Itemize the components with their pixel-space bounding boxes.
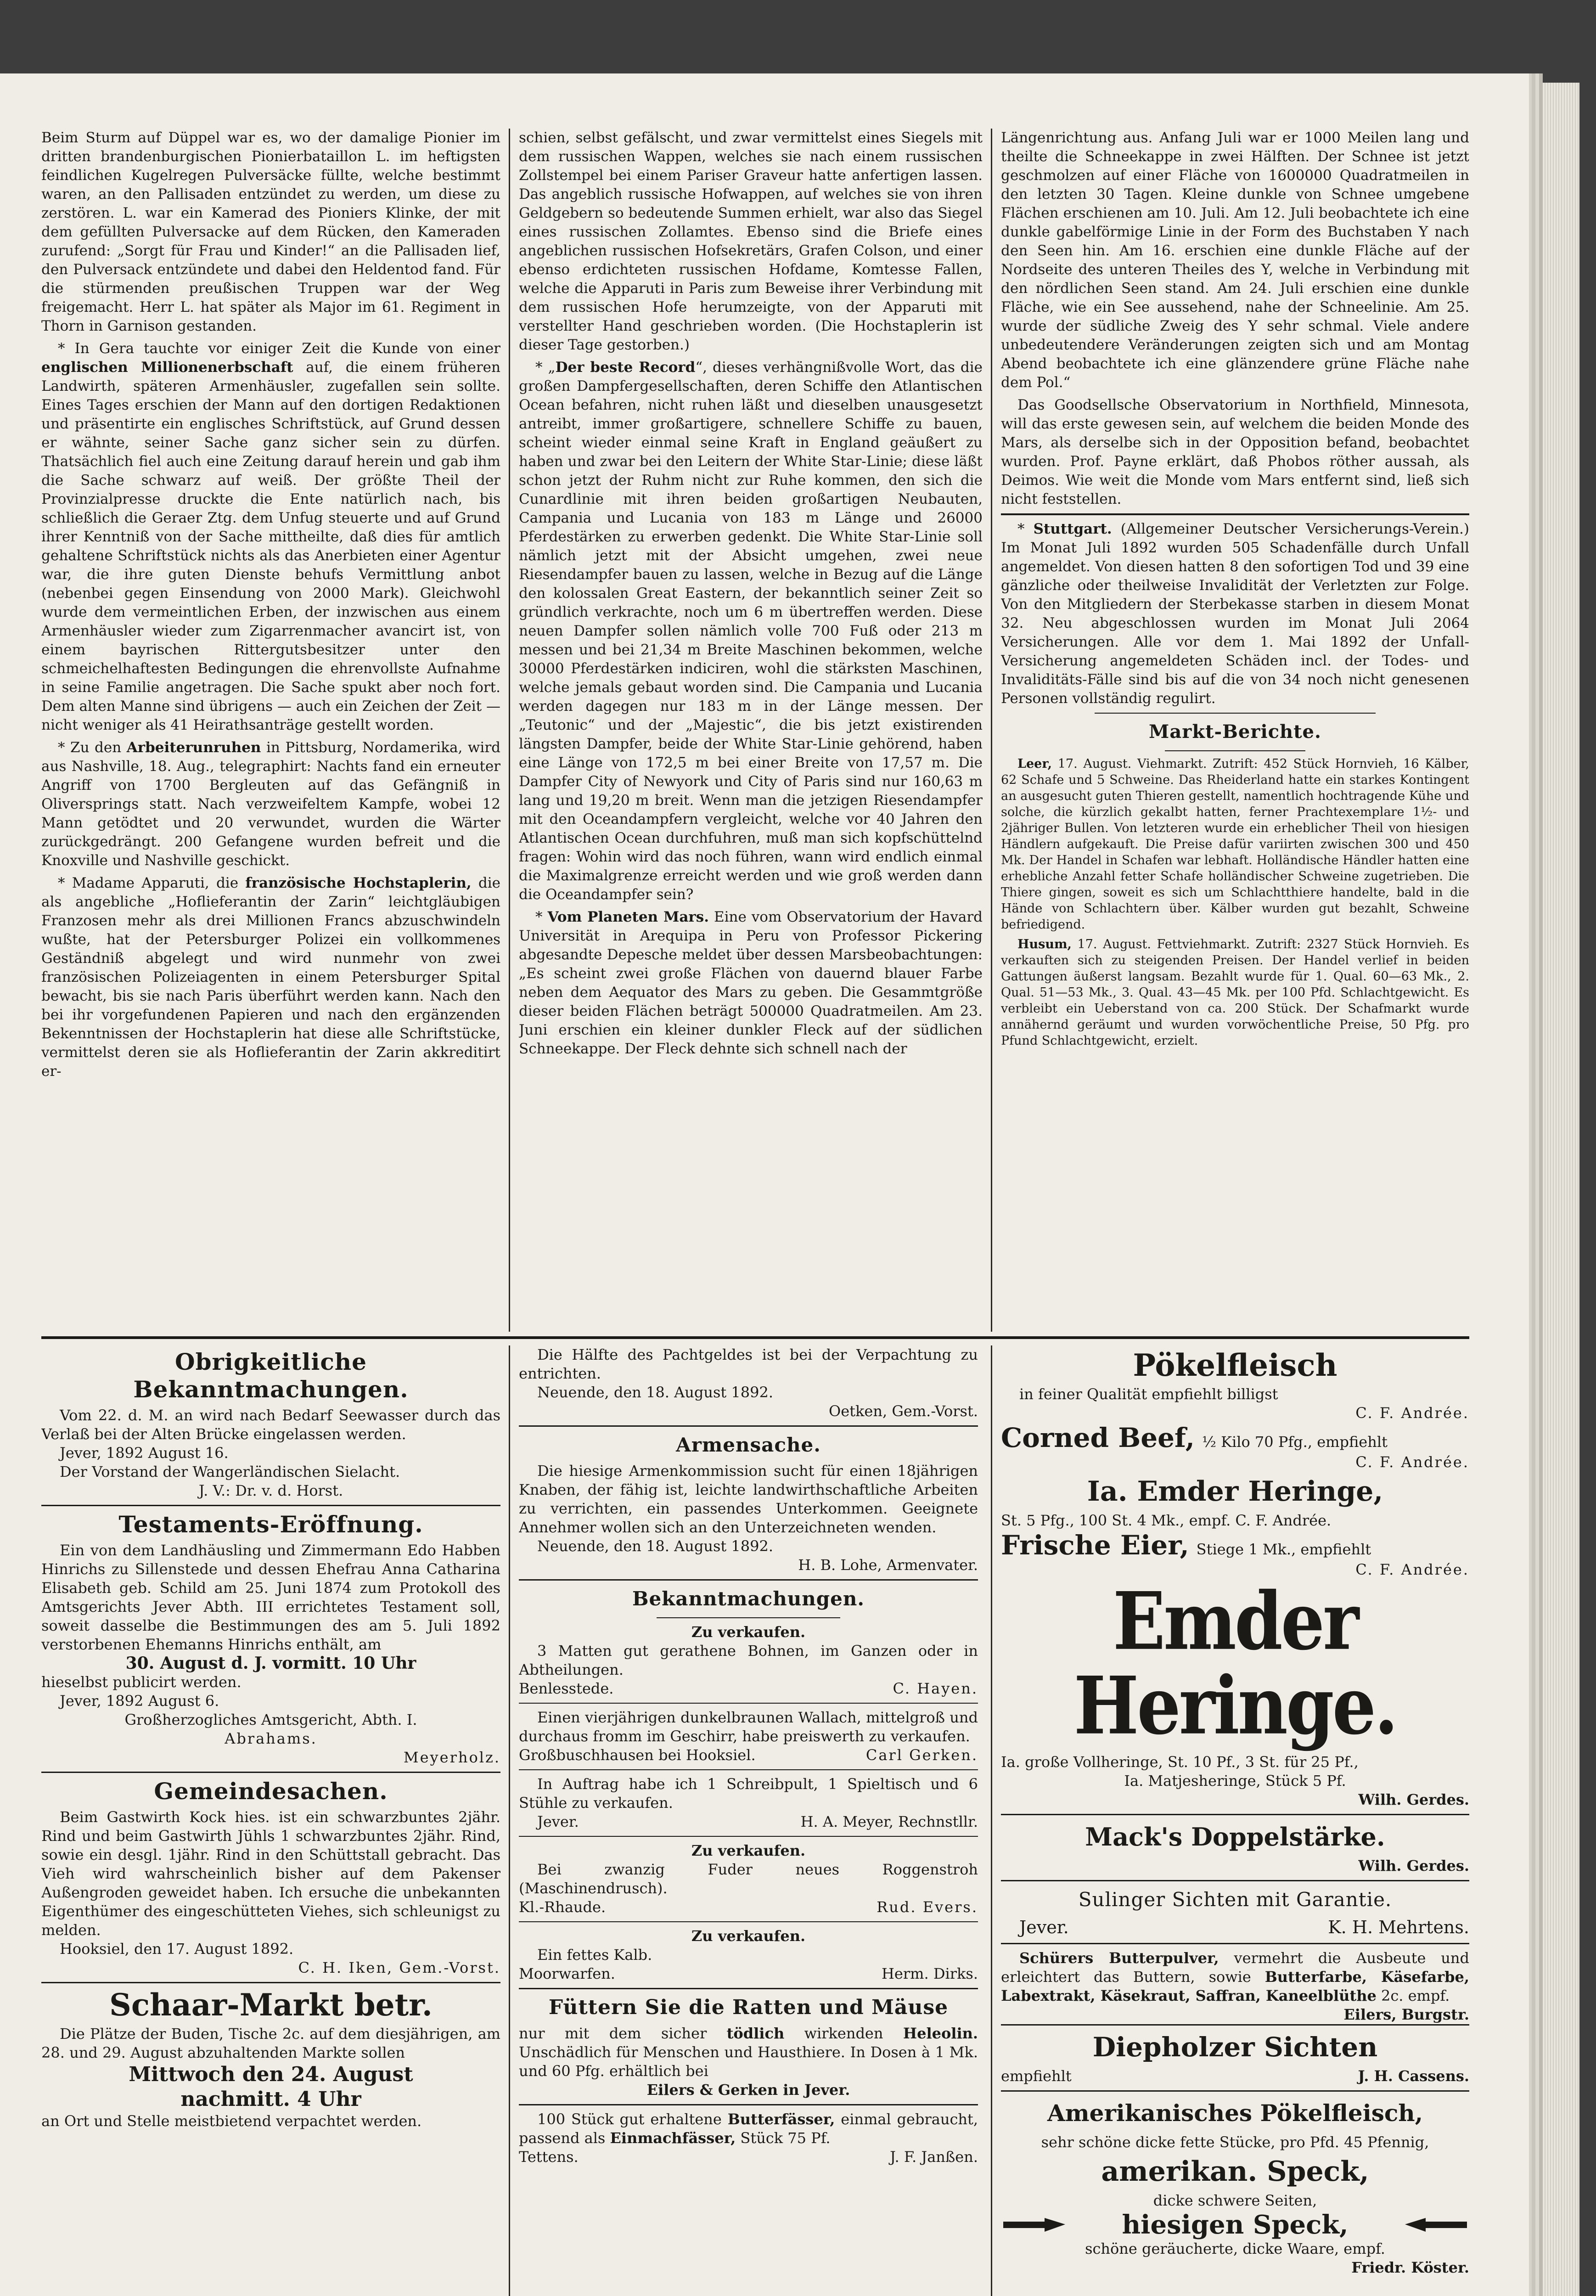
section-divider bbox=[41, 1336, 1469, 1339]
section-rule bbox=[519, 1988, 978, 1989]
section-rule bbox=[519, 1425, 978, 1427]
pointing-hand-icon bbox=[1001, 2213, 1070, 2236]
article-gera-title: englischen Millionenerbschaft bbox=[41, 359, 293, 376]
frische-eier-heading: Frische Eier, bbox=[1001, 1530, 1189, 1561]
article-apparuti-title: französische Hochstaplerin, bbox=[245, 875, 472, 891]
section-rule bbox=[519, 1579, 978, 1581]
newspaper-page bbox=[0, 73, 1529, 2296]
article-apparuti: * Madame Apparuti, die französische Hochstaplerin, die als angebliche „Hoflieferantin der Zarin“ leichtgläubigen Franzosen mehr als drei Millionen Francs abzuschwindeln wußte, hat der Petersburger Polizei ein vollkommenes Geständniß abgelegt und wird nunmehr von zwei französischen Polizeiagenten in einem Petersburger Spital bewacht, bis sie nach Paris überführt werden kann. Nach den bei ihr vorgefundenen Papieren und nach den ergänzenden Bekenntnissen der Hochstaplerin hat diese alle Schriftstücke, vermittelst deren sie als Hoflieferantin der Zarin akkreditirt er- bbox=[41, 875, 500, 1080]
section-rule bbox=[519, 1836, 978, 1837]
section-rule bbox=[1095, 713, 1376, 714]
testament-heading: Testaments-Eröffnung. bbox=[118, 1511, 423, 1538]
community-matters-heading: Gemeindesachen. bbox=[154, 1778, 388, 1805]
news-column-2 bbox=[519, 129, 983, 1332]
article-pittsburg-title: Arbeiterunruhen bbox=[126, 739, 261, 756]
news-section bbox=[41, 129, 1469, 1332]
article-mars-title: Vom Planeten Mars. bbox=[547, 909, 709, 925]
ads-column-2: Die Hälfte des Pachtgeldes ist bei der Verpachtung zu entrichten. Neuende, den 18. August 1892. Oetken, Gem.-Vorst. Armensache. Die hiesige Armenkommission sucht für einen 18jährigen Knaben, der fähig ist, leichte landwirthschaftliche Arbeiten zu verrichten, ein passendes Unterkommen. Geeignete Annehmer wollen sich an den Unterzeichneten wenden. Neuende, den 18. August 1892. H. B. Lohe, Armenvater. Bekanntmachungen. Zu verkaufen. 3 Matten gut gerathene Bohnen, im Ganzen oder in Abtheilungen. Benlesstede. C. Hayen. Einen vierjährigen dunkelbraunen Wallach, mittelgroß und durchaus fromm im Geschirr, habe preiswerth zu verkaufen. Großbuschhausen bei Hooksiel. Carl Gerken. In Auftrag habe ich 1 Schreibpult, 1 Spieltisch und 6 Stühle zu verkaufen. Jever. H. A. Meyer, Rechnstllr. Zu verkaufen. Bei zwanzig Fuder neues Roggenstroh (Maschinendrusch). Kl.-Rhaude. Rud. Evers. Zu verkaufen. Ein fettes Kalb. Moorwarfen. Herm. Dirks. Füttern Sie die Ratten und Mäuse nur mit dem sicher tödlich wirkenden Heleolin. Unschädlich für Menschen und Hausthiere. In Dosen à 1 Mk. und 60 Pfg. erhältlich bei Eilers & Gerken in Jever. 100 Stück gut erhaltene Butterfässer, einmal gebraucht, passend als Einmachfässer, Stück 75 Pf. Tettens. J. F. Janßen. bbox=[519, 1346, 978, 2166]
poor-relief-heading: Armensache. bbox=[676, 1434, 821, 1456]
ads-column-3: Pökelfleisch in feiner Qualität empfiehlt billigst C. F. Andrée. Corned Beef, ½ Kilo 70 Pfg., empfiehlt C. F. Andrée. Ia. Emder Heringe, St. 5 Pfg., 100 St. 4 Mk., empf. C. F. Andrée. Frische Eier, Stiege 1 Mk., empfiehlt C. F. Andrée. Emder Heringe. Ia. große Vollheringe, St. 10 Pf., 3 St. für 25 Pf., Ia. Matjesheringe, Stück 5 Pf. Wilh. Gerdes. Mack's Doppelstärke. Wilh. Gerdes. Sulinger Sichten mit Garantie. Jever. K. H. Mehrtens. Schürers Butterpulver, vermehrt die Ausbeute und erleichtert das Buttern, sowie Butterfarbe, Käsefarbe, Labextrakt, Käsekraut, Saffran, Kaneelblüthe 2c. empf. Eilers, Burgstr. Diepholzer Sichten empfiehlt J. H. Cassens. Amerikanisches Pökelfleisch, sehr schöne dicke fette Stücke, pro Pfd. 45 Pfennig, amerikan. Speck, dicke schwere Seiten, hiesigen Speck, schöne geräucherte, dicke Waare, empf. Friedr. Köster. bbox=[1001, 1347, 1469, 2276]
amerikan-speck-heading: amerikan. Speck, bbox=[1101, 2155, 1369, 2188]
article-mars-cont: Längenrichtung aus. Anfang Juli war er 1000 Meilen lang und theilte die Schneekappe in zwei Hälften. Der Schnee ist jetzt geschmolzen auf einer Fläche von 1600000 Quadratmeilen in den letzten 30 Tagen. Kleine dunkle von Schnee umgebene Flächen erschienen am 10. Juli. Am 12. Juli beobachtete ich eine dunkle gabelförmige Linie in der Form des Buchstaben Y nach den Seen hin. Am 16. erschien eine dunkle Fläche auf der Nordseite des unteren Theiles des Y, welche in Verbindung mit den nördlichen Seen stand. Am 24. Juli erschien eine dunkle Fläche, wie ein See aussehend, nahe der Schneelinie. Am 25. wurde der südliche Zweig des Y sehr schmal. Viele andere unbedeutendere Veränderungen zeigten sich und am Montag Abend beobachtete ich eine glänzendere grüne Fläche nahe dem Pol.“ bbox=[1001, 129, 1469, 391]
article-apparuti-cont: schien, selbst gefälscht, und zwar vermittelst eines Siegels mit dem russischen Wappen, welches sie nach einem russischen Zollstempel bei einem Pariser Graveur hatte anfertigen lassen. Das angeblich russische Hofwappen, auf welches sie von ihren Geldgebern so bedeutende Summen erhielt, war also das Siegel eines russischen Zollamtes. Ebenso sind die Briefe eines angeblichen russischen Hofsekretärs, Grafen Colson, und einer ebenso erdichteten russischen Hofdame, Komtesse Fallen, welche die Apparuti in Paris zum Beweise ihrer Verbindung mit dem russischen Hofe herumzeigte, von der Apparuti mit verstellter Hand geschrieben worden. (Die Hochstaplerin ist dieser Tage gestorben.) bbox=[519, 129, 983, 353]
article-stuttgart: * Stuttgart. (Allgemeiner Deutscher Versicherungs-Verein.) Im Monat Juli 1892 wurden 505 Schadenfälle durch Unfall angemeldet. Von diesen hatten 8 den sofortigen Tod und 39 eine gänzliche oder theilweise Invalidität der Verletzten zur Folge. Von den Mitgliedern der Sterbekasse starben in diesem Monat 32. Neu abgeschlossen wurden im Monat Juli 2064 Versicherungen. Alle vor dem 1. Mai 1892 der Unfall-Versicherung angemeldeten Schäden incl. der Todes- und Invaliditäts-Fälle sind bis auf die von 34 noch nicht genesenen Personen vollständig regulirt. bbox=[1001, 521, 1469, 707]
column-divider bbox=[509, 129, 510, 1332]
news-column-3 bbox=[1001, 129, 1469, 1332]
section-rule bbox=[1165, 750, 1305, 751]
announcements-heading: Bekanntmachungen. bbox=[632, 1587, 865, 1610]
section-rule bbox=[1001, 1880, 1469, 1881]
section-rule bbox=[519, 2104, 978, 2105]
section-rule bbox=[519, 1769, 978, 1770]
advertisements-section bbox=[41, 1345, 1469, 2296]
corned-beef-heading: Corned Beef, bbox=[1001, 1422, 1195, 1453]
section-rule bbox=[519, 1921, 978, 1922]
market-report-husum: Husum, 17. August. Fettviehmarkt. Zutrift: 2327 Stück Hornvieh. Es verkauften sich zu steigenden Preisen. Der Handel verlief in beiden Gattungen äußerst langsam. Bezahlt wurde für 1. Qual. 60—63 Mk., 2. Qual. 51—53 Mk., 3. Qual. 43—45 Mk. per 100 Pfd. Schlachtgewicht. Es verbleibt ein Ueberstand von ca. 200 Stück. Der Schafmarkt wurde annähernd geräumt und wurden vorwöchentliche Preise, 50 Pfg. pro Pfund Schlachtgewicht, erzielt. bbox=[1001, 937, 1469, 1048]
market-report-leer: Leer, 17. August. Viehmarkt. Zutrift: 452 Stück Hornvieh, 16 Kälber, 62 Schafe und 5 Schweine. Das Rheiderland hatte ein starkes Kontingent an ausgesucht guten Thieren gestellt, namentlich hochtragende Kühe und solche, die kürzlich gekalbt hatten, ferner Prachtexemplare 1½- und 2jähriger Bullen. Von letzteren wurde ein erheblicher Theil von hiesigen Händlern aufgekauft. Die Preise dafür variirten zwischen 300 und 450 Mk. Der Handel in Schafen war lebhaft. Holländische Händler hatten eine erhebliche Anzahl fetter Schafe holländischer Schweine zugetrieben. Die Thiere gingen, soweit es sich um Schlachtthiere handelte, bald in die Hände von Schlachtern über. Kälber wurden gut bezahlt, Schweine befriedigend. bbox=[1001, 757, 1469, 932]
article-record-title: Der beste Record bbox=[555, 359, 696, 376]
pointing-hand-icon bbox=[1400, 2213, 1469, 2236]
section-rule bbox=[41, 1982, 500, 1983]
diepholzer-sichten-heading: Diepholzer Sichten bbox=[1092, 2032, 1378, 2063]
macks-doppelstaerke-heading: Mack's Doppelstärke. bbox=[1085, 1822, 1385, 1851]
article-goodsell: Das Goodsellsche Observatorium in Northfield, Minnesota, will das erste gewesen sein, auf welchem die beiden Monde des Mars, als derselbe sich in der Opposition befand, beobachtet wurden. Prof. Payne erklärt, daß Phobos röther aussah, als Deimos. Wie weit die Monde vom Mars entfernt sind, ließ sich nicht feststellen. bbox=[1001, 397, 1469, 507]
article-gera: * In Gera tauchte vor einiger Zeit die Kunde von einer englischen Millionenerbschaft auf, die einem früheren Landwirth, späteren Armenhäusler, zugefallen sein sollte. Eines Tages erschien der Mann auf den dortigen Redaktionen und präsentirte ein englisches Schriftstück, auf Grund dessen er wähnte, seiner Sache ganz sicher sein zu dürfen. Thatsächlich fiel auch eine Zeitung darauf herein und gab ihm die Sache schwarz auf weiß. Der größte Theil der Provinzialpresse druckte die Ente natürlich nach, bis schließlich die Geraer Ztg. dem Unfug steuerte und auf Grund ihrer Kenntniß von der Sache mittheilte, daß dies für amtlich gehaltene Schriftstück nichts als das Anerbieten einer Agentur war, die ihre guten Dienste behufs Vermittlung anbot (nebenbei gegen Einsendung von 2000 Mark). Gleichwohl wurde dem vermeintlichen Erben, der inzwischen aus einem Armenhäusler wieder zum Zigarrenmacher avancirt ist, von einem bayrischen Rittergutsbesitzer unter den schmeichelhaftesten Bedingungen die ehrenvollste Aufnahme in seine Familie angetragen. Die Sache spukt aber noch fort. Dem alten Manne sind übrigens — auch ein Zeichen der Zeit — nicht weniger als 41 Heirathsanträge gestellt worden. bbox=[41, 340, 500, 733]
article-mars: * Vom Planeten Mars. Eine vom Observatorium der Havard Universität in Arequipa in Peru von Professor Pickering abgesandte Depesche meldet über dessen Marsbeobachtungen: „Es scheint zwei große Flächen von dauernd blauer Farbe neben dem Aequator des Mars zu geben. Die Gesammtgröße dieser beiden Flächen beträgt 500000 Quadratmeilen. Am 23. Juni erschien ein kleiner dunkler Fleck auf der südlichen Schneekappe. Der Fleck dehnte sich schnell nach der bbox=[519, 909, 983, 1057]
market-reports-heading: Markt-Berichte. bbox=[1149, 721, 1321, 743]
poekelfleisch-heading: Pökelfleisch bbox=[1133, 1347, 1337, 1383]
official-notices-heading: Obrigkeitliche Bekanntmachungen. bbox=[133, 1348, 409, 1403]
schaar-markt-heading: Schaar-Markt betr. bbox=[109, 1987, 433, 2023]
section-rule bbox=[657, 1617, 840, 1618]
article-dueppel: Beim Sturm auf Düppel war es, wo der damalige Pionier im dritten brandenburgischen Pionierbataillon L. im heftigsten feindlichen Kugelregen Pulversäcke füllte, welche bestimmt waren, an den Pallisaden entzündet zu werden, um diese zu zerstören. L. war ein Kamerad des Pioniers Klinke, der mit dem gefüllten Pulversacke auf dem Rücken, den Kameraden zurufend: „Sorgt für Frau und Kinder!“ an die Pallisaden lief, den Pulversack entzündete und dabei den Heldentod fand. Für die stürmenden preußischen Truppen war der Weg freigemacht. Herr L. hat später als Major im 61. Regiment in Thorn in Garnison gestanden. bbox=[41, 129, 500, 334]
section-rule bbox=[1001, 1814, 1469, 1815]
section-rule bbox=[1001, 513, 1469, 515]
emder-heringe-big-heading: Emder Heringe. bbox=[1073, 1575, 1397, 1753]
section-rule bbox=[1001, 2024, 1469, 2026]
section-rule bbox=[1001, 1943, 1469, 1944]
emder-heringe-heading: Ia. Emder Heringe, bbox=[1087, 1475, 1383, 1508]
column-divider bbox=[991, 129, 992, 1332]
section-rule bbox=[41, 1772, 500, 1773]
section-rule bbox=[1001, 2090, 1469, 2092]
sulinger-sichten-heading: Sulinger Sichten mit Garantie. bbox=[1078, 1888, 1392, 1911]
column-divider bbox=[509, 1345, 510, 2296]
section-rule bbox=[519, 1703, 978, 1704]
article-stuttgart-title: Stuttgart. bbox=[1033, 521, 1112, 537]
ads-column-1: Obrigkeitliche Bekanntmachungen. Vom 22. d. M. an wird nach Bedarf Seewasser durch das Verlaß bei der Alten Brücke eingelassen werden. Jever, 1892 August 16. Der Vorstand der Wangerländischen Sielacht. J. V.: Dr. v. d. Horst. Testaments-Eröffnung. Ein von dem Landhäusling und Zimmermann Edo Habben Hinrichs zu Sillenstede und dessen Ehefrau Anna Catharina Elisabeth geb. Schild am 25. Juni 1874 zum Protokoll des Amtsgerichts Jever Abth. III errichtetes Testament soll, soweit dasselbe die Bestimmungen des am 5. Juli 1892 verstorbenen Ehemanns Hinrichs enthält, am 30. August d. J. vormitt. 10 Uhr hieselbst publicirt werden. Jever, 1892 August 6. Großherzogliches Amtsgericht, Abth. I. Abrahams. Meyerholz. Gemeindesachen. Beim Gastwirth Kock hies. ist ein schwarzbuntes 2jähr. Rind und beim Gastwirth Jühls 1 schwarzbuntes 2jähr. Rind, sowie ein desgl. 1jähr. Rind in den Schüttstall gebracht. Das Vieh wird wahrscheinlich bisher auf dem Pakenser Außengroden geweidet haben. Ich ersuche die unbekannten Eigenthümer des eingeschütteten Viehes, sich schleunigst zu melden. Hooksiel, den 17. August 1892. C. H. Iken, Gem.-Vorst. Schaar-Markt betr. Die Plätze der Buden, Tische 2c. auf dem diesjährigen, am 28. und 29. August abzuhaltenden Markte sollen Mittwoch den 24. August nachmitt. 4 Uhr an Ort und Stelle meistbietend verpachtet werden. bbox=[41, 1348, 500, 2130]
hiesigen-speck-heading: hiesigen Speck, bbox=[1122, 2210, 1349, 2240]
article-record: * „Der beste Record“, dieses verhängnißvolle Wort, das die großen Dampfergesellschaften, deren Schiffe den Atlantischen Ocean befahren, nicht ruhen läßt und dieselben unausgesetzt antreibt, immer großartigere, schnellere Schiffe zu bauen, scheint wieder einmal seine Kraft in England geäußert zu haben und zwar bei den Leitern der White Star-Linie; diese läßt schon jetzt der Ruhm nicht zur Ruhe kommen, den sich die Cunardlinie mit ihren beiden großartigen Neubauten, Campania und Lucania von 183 m Länge und 26000 Pferdestärken zu erwerben gedenkt. Die White Star-Linie soll nämlich jetzt mit der Absicht umgehen, zwei neue Riesendampfer bauen zu lassen, welche in Bezug auf die Länge den kolossalen Great Eastern, der bekanntlich seiner Zeit so gründlich verkrachte, noch um 6 m übertreffen werden. Diese neuen Dampfer sollen nämlich volle 700 Fuß oder 213 m messen und bei 21,34 m Breite Maschinen bekommen, welche 30000 Pferdestärken indiciren, wohl die stärksten Maschinen, welche jemals gebaut worden sind. Die Campania und Lucania werden dagegen nur 183 m in der Länge messen. Der „Teutonic“ und der „Majestic“, die bis jetzt existirenden längsten Dampfer, beide der White Star-Linie gehörend, haben eine Länge von 172,5 m bei einer Breite von 17,57 m. Die Dampfer City of Newyork und City of Paris sind nur 160,63 m lang und 19,20 m breit. Wenn man die jetzigen Riesendampfer mit den Oceandampfern vergleicht, welche vor 40 Jahren den Atlantischen Ocean durchfuhren, muß man sich kopfschüttelnd fragen: Wohin wird das noch führen, wann wird endlich einmal die Maximalgrenze erreicht werden und wie groß werden dann die Oceandampfer sein? bbox=[519, 359, 983, 903]
page-edge-stack bbox=[1529, 83, 1579, 2296]
amerikanisches-poekelfleisch-heading: Amerikanisches Pökelfleisch, bbox=[1047, 2099, 1423, 2127]
rat-poison-heading: Füttern Sie die Ratten und Mäuse bbox=[548, 1996, 949, 2019]
article-pittsburg: * Zu den Arbeiterunruhen in Pittsburg, Nordamerika, wird aus Nashville, 18. Aug., telegraphirt: Nachts fand ein erneuter Angriff von 1700 Bergleuten auf das Gefängniß in Oliversprings statt. Nach verzweifeltem Kampfe, wobei 12 Mann getödtet und 20 verwundet, wurden die Wärter zurückgedrängt. 200 Gefangene wurden befreit und die Knoxville und Nashville geschickt. bbox=[41, 739, 500, 869]
section-rule bbox=[41, 1505, 500, 1506]
column-divider bbox=[991, 1345, 992, 2296]
news-column-1 bbox=[41, 129, 500, 1332]
